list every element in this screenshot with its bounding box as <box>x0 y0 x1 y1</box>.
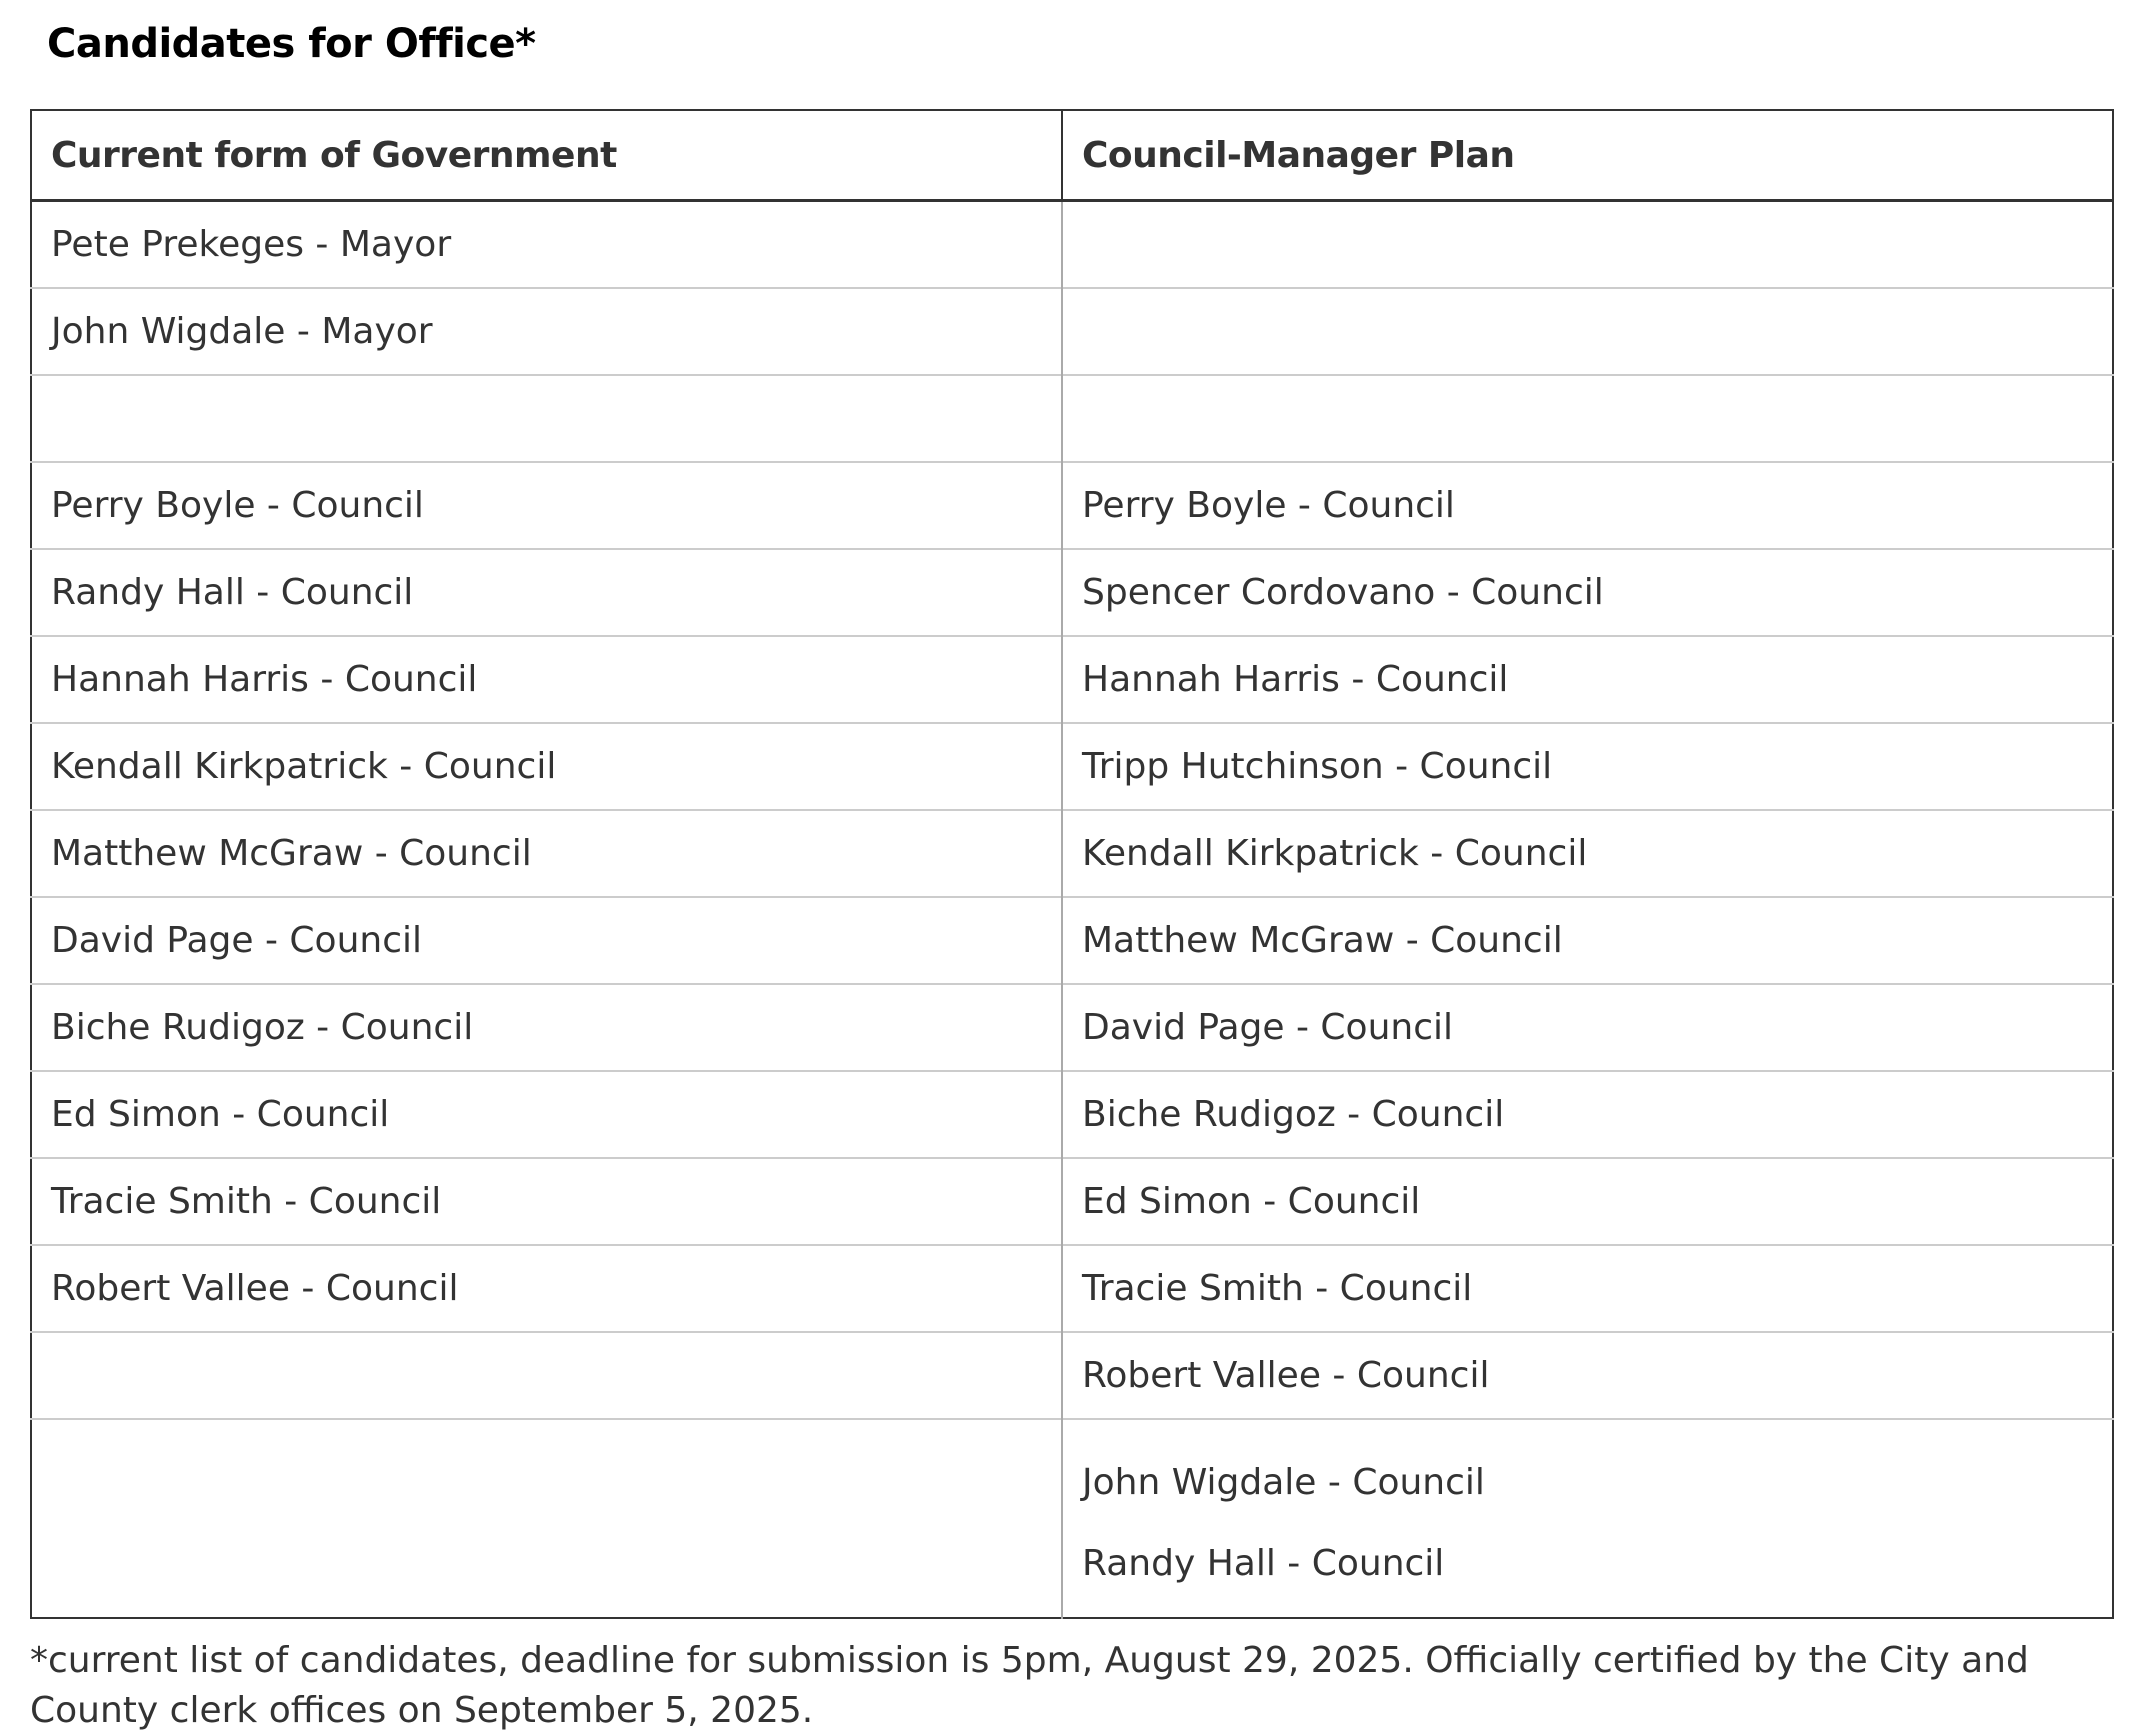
table-cell-current: Tracie Smith - Council <box>31 1158 1062 1245</box>
table-cell-council-manager: Kendall Kirkpatrick - Council <box>1062 810 2113 897</box>
table-cell-current <box>31 375 1062 462</box>
candidates-table-container <box>30 109 2112 1619</box>
table-cell-current: David Page - Council <box>31 897 1062 984</box>
table-cell-current: Hannah Harris - Council <box>31 636 1062 723</box>
table-row <box>31 636 2113 723</box>
table-cell-council-manager <box>1062 288 2113 375</box>
table-cell-council-manager: Matthew McGraw - Council <box>1062 897 2113 984</box>
table-cell-current <box>31 1332 1062 1419</box>
table-cell-current: Kendall Kirkpatrick - Council <box>31 723 1062 810</box>
table-cell-current: Perry Boyle - Council <box>31 462 1062 549</box>
table-cell-current: John Wigdale - Mayor <box>31 288 1062 375</box>
table-cell-council-manager <box>1062 375 2113 462</box>
table-cell-current: Matthew McGraw - Council <box>31 810 1062 897</box>
table-row <box>31 1158 2113 1245</box>
table-row <box>31 375 2113 462</box>
table-row <box>31 1332 2113 1419</box>
table-cell-council-manager: David Page - Council <box>1062 984 2113 1071</box>
table-row <box>31 1245 2113 1332</box>
table-cell-current: Randy Hall - Council <box>31 549 1062 636</box>
table-cell-current: Biche Rudigoz - Council <box>31 984 1062 1071</box>
table-cell-current: Robert Vallee - Council <box>31 1245 1062 1332</box>
table-cell-council-manager: Biche Rudigoz - Council <box>1062 1071 2113 1158</box>
table-cell-council-manager: Tracie Smith - Council <box>1062 1245 2113 1332</box>
table-row <box>31 462 2113 549</box>
footnote: *current list of candidates, deadline for submission is 5pm, August 29, 2025. Officially certified by the City and County clerk offices on September 5, 2025. <box>30 1640 2029 1731</box>
table-row <box>31 288 2113 375</box>
header-current-government: Current form of Government <box>31 110 1062 201</box>
table-cell-council-manager: Perry Boyle - Council <box>1062 462 2113 549</box>
table-row <box>31 897 2113 984</box>
table-row <box>31 549 2113 636</box>
table-row <box>31 1419 2113 1618</box>
table-row <box>31 1071 2113 1158</box>
table-row <box>31 201 2113 288</box>
table-header-row <box>31 110 2113 201</box>
table-cell-council-manager: Hannah Harris - Council <box>1062 636 2113 723</box>
table-cell-council-manager: Spencer Cordovano - Council <box>1062 549 2113 636</box>
table-row <box>31 984 2113 1071</box>
candidates-table <box>30 109 2114 1619</box>
header-council-manager-plan: Council-Manager Plan <box>1062 110 2113 201</box>
table-cell-council-manager: Robert Vallee - Council <box>1062 1332 2113 1419</box>
table-cell-current: Pete Prekeges - Mayor <box>51 223 452 265</box>
table-cell-council-manager <box>1062 1419 2113 1618</box>
cell-line: Randy Hall - Council <box>1082 1542 1445 1584</box>
table-cell-council-manager: Tripp Hutchinson - Council <box>1062 723 2113 810</box>
table-row <box>31 810 2113 897</box>
table-cell-council-manager: Ed Simon - Council <box>1062 1158 2113 1245</box>
table-cell-current <box>31 1419 1062 1618</box>
table-row <box>31 723 2113 810</box>
table-cell-council-manager <box>1062 201 2113 288</box>
table-cell-current: Ed Simon - Council <box>31 1071 1062 1158</box>
cell-line: John Wigdale - Council <box>1082 1461 1485 1503</box>
page-title: Candidates for Office* <box>47 21 536 67</box>
